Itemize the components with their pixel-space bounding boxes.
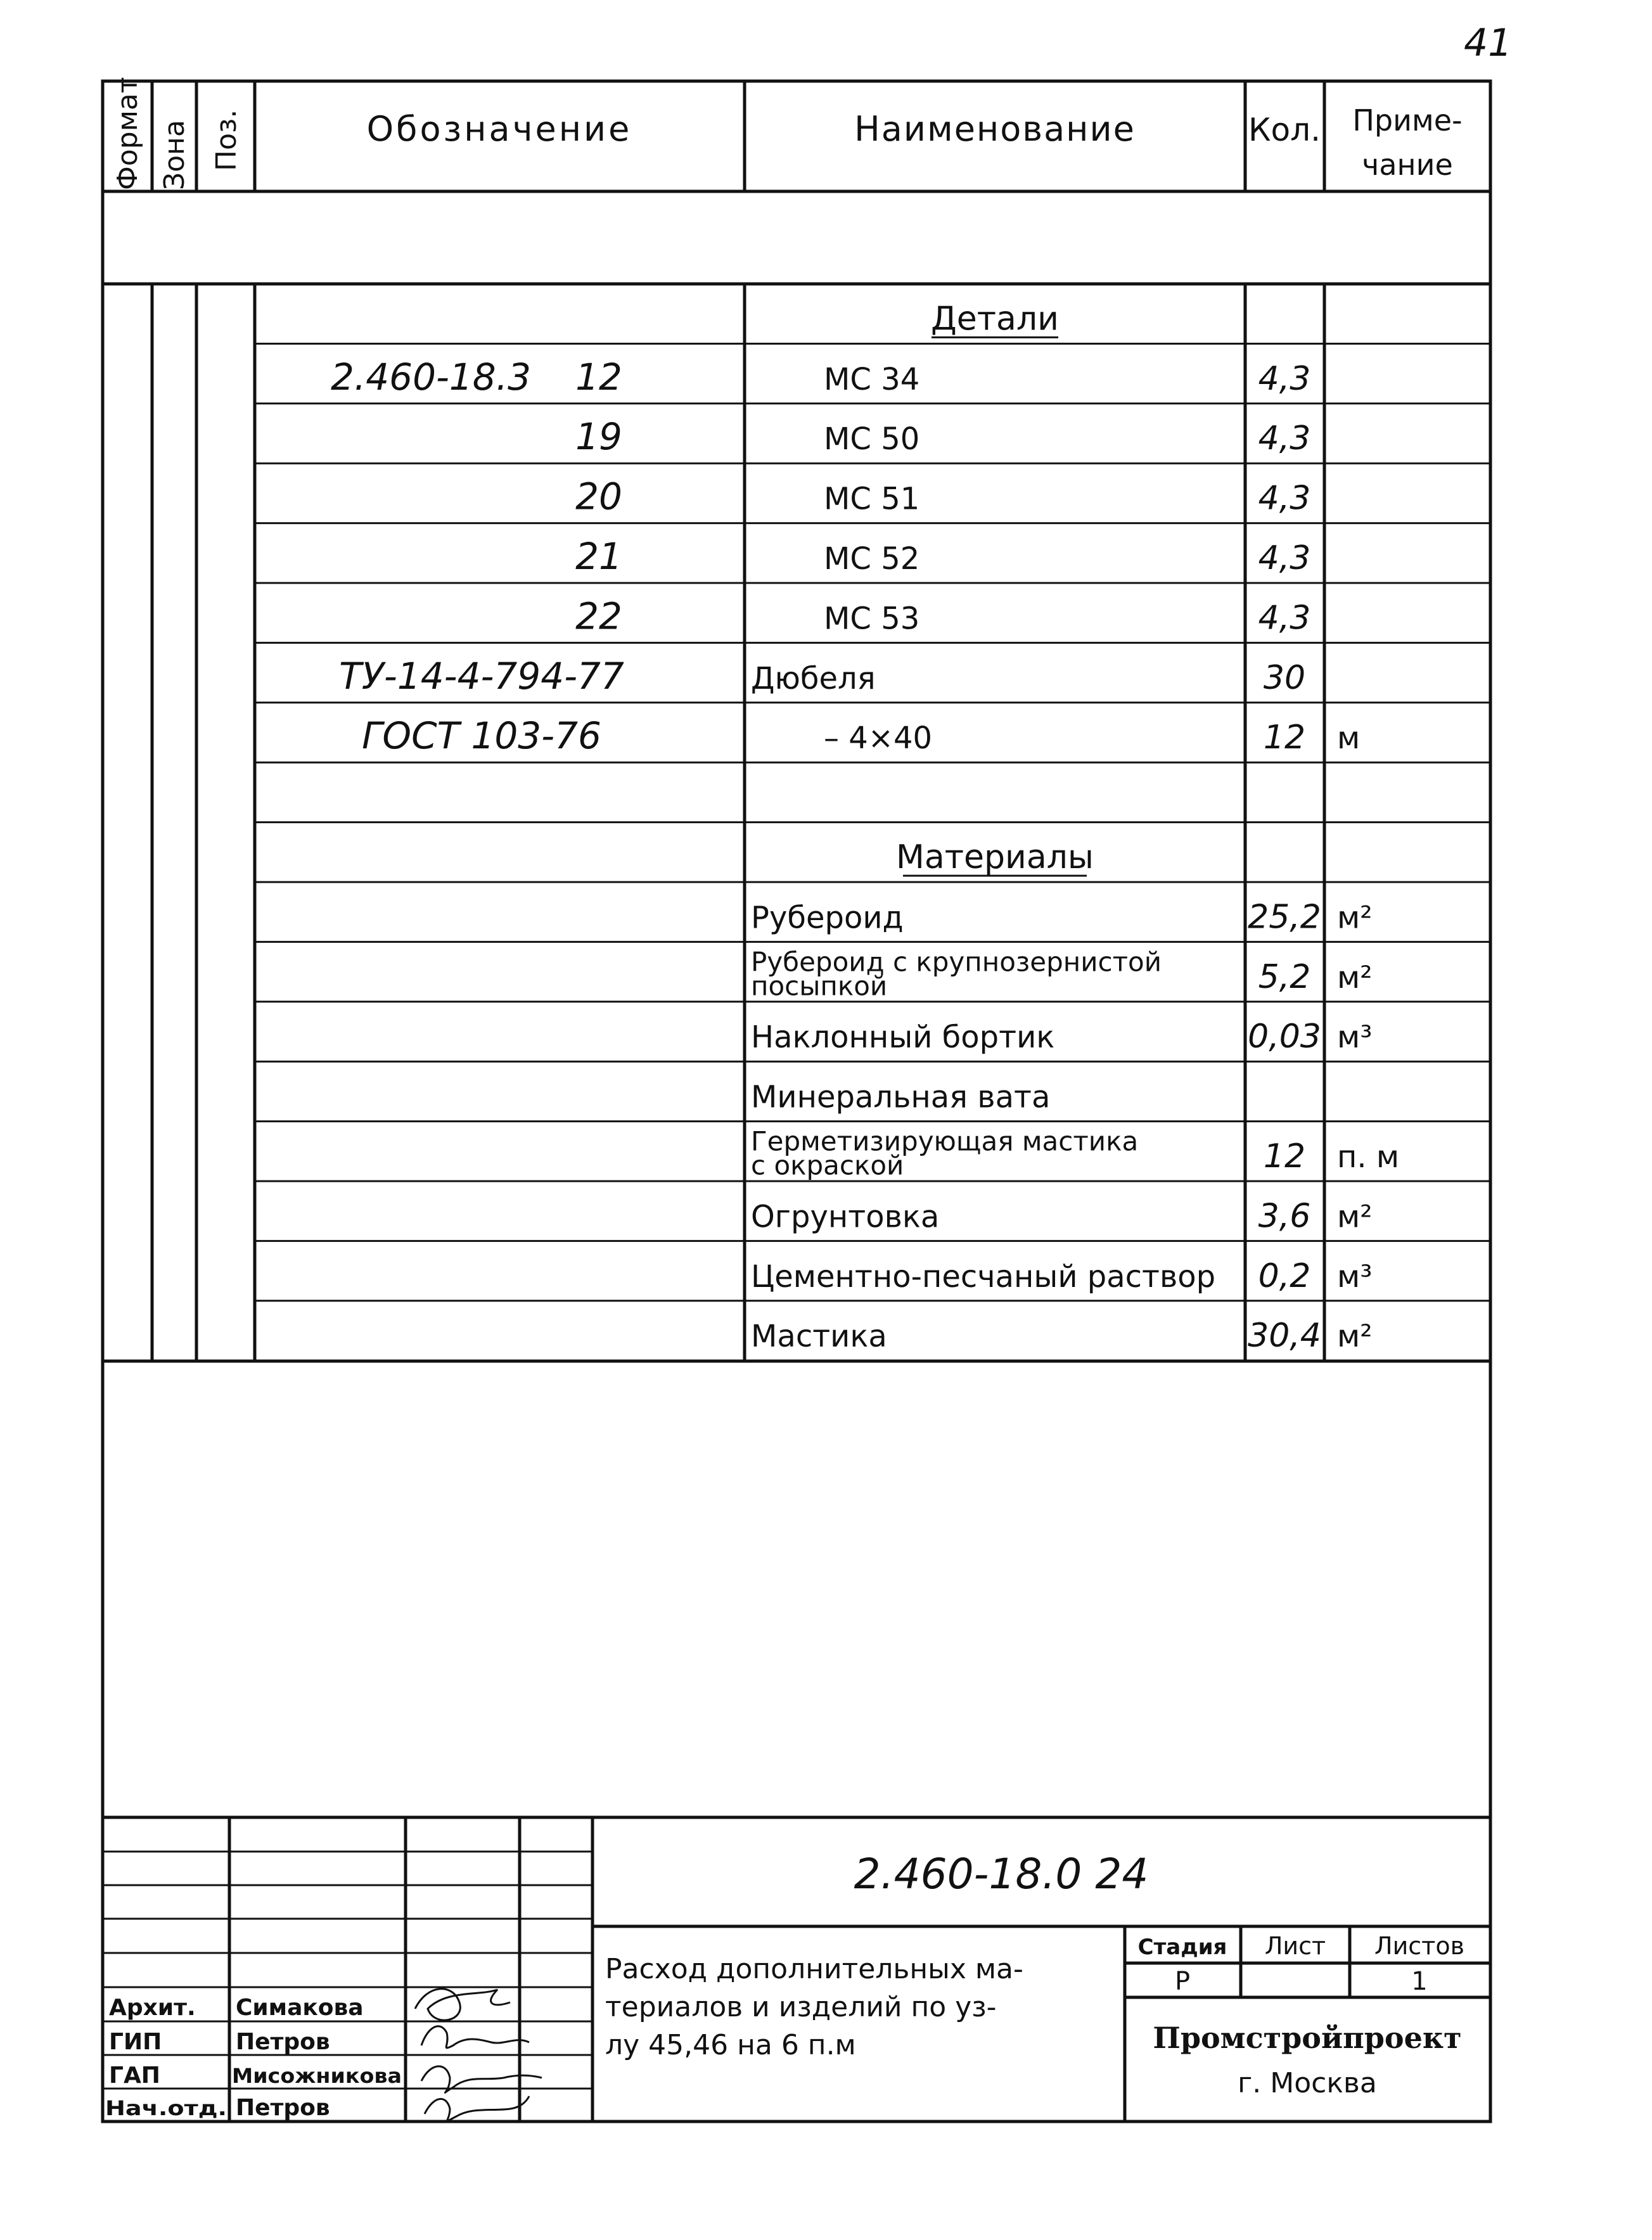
section-title: Детали bbox=[931, 300, 1059, 338]
row-name: Огрунтовка bbox=[751, 1199, 940, 1235]
row-name: Наклонный бортик bbox=[751, 1020, 1055, 1056]
title-block bbox=[103, 1817, 1490, 2122]
table-row bbox=[751, 1317, 1372, 1355]
row-name: МС 50 bbox=[824, 421, 920, 458]
row-note: м² bbox=[1337, 900, 1373, 936]
table-row bbox=[255, 898, 1490, 942]
row-name: Цементно-песчаный раствор bbox=[751, 1258, 1216, 1295]
row-name: – 4×40 bbox=[824, 720, 933, 757]
signature-4 bbox=[425, 2096, 529, 2121]
page-number: 41 bbox=[1464, 21, 1513, 65]
table-row bbox=[255, 1018, 1490, 1061]
signature-1 bbox=[415, 1989, 510, 2020]
row-qty: 5,2 bbox=[1258, 957, 1311, 996]
row-qty: 25,2 bbox=[1248, 898, 1321, 937]
row-position: 20 bbox=[575, 475, 622, 518]
title-line-2: териалов и изделий по уз- bbox=[605, 1991, 997, 2023]
stage-value: Р bbox=[1174, 1967, 1191, 1996]
row-qty: 4,3 bbox=[1258, 419, 1311, 458]
doc-number: 2.460-18.0 24 bbox=[854, 1850, 1149, 1898]
row-designation: 2.460-18.3 bbox=[330, 355, 532, 399]
row-note: м³ bbox=[1337, 1258, 1373, 1295]
header-designation: Обозначение bbox=[366, 109, 632, 149]
signer-name-3: Мисожникова bbox=[232, 2064, 402, 2088]
signer-name-2: Петров bbox=[236, 2029, 330, 2055]
row-designation: ТУ-14-4-794-77 bbox=[339, 654, 624, 698]
row-qty: 30 bbox=[1263, 658, 1306, 697]
row-qty: 12 bbox=[1263, 1137, 1306, 1175]
row-name: Герметизирующая мастика bbox=[751, 1125, 1139, 1157]
row-name: Рубероид bbox=[751, 900, 904, 936]
row-note: м² bbox=[1337, 959, 1373, 995]
row-qty: 4,3 bbox=[1258, 359, 1311, 398]
row-name: Рубероид с крупнозернистой bbox=[751, 946, 1162, 978]
table-row bbox=[255, 946, 1490, 1001]
header-name: Наименование bbox=[854, 109, 1136, 149]
header-note-1: Приме- bbox=[1352, 103, 1463, 138]
organization: Промстройпроект bbox=[1153, 2021, 1462, 2055]
table-row bbox=[255, 355, 1490, 404]
stage-label: Стадия bbox=[1137, 1935, 1227, 1960]
row-qty: 12 bbox=[1263, 719, 1306, 757]
section-title: Материалы bbox=[896, 838, 1094, 876]
title-line-1: Расход дополнительных ма- bbox=[605, 1953, 1023, 1985]
row-note: м² bbox=[1337, 1199, 1373, 1235]
row-qty: 4,3 bbox=[1258, 479, 1311, 518]
signer-role-3: ГАП bbox=[109, 2063, 160, 2089]
row-qty: 0,2 bbox=[1258, 1257, 1311, 1295]
row-designation: ГОСТ 103-76 bbox=[362, 714, 601, 758]
row-position: 19 bbox=[575, 415, 622, 459]
row-name-line2: посыпкой bbox=[751, 970, 888, 1002]
row-name: Дюбеля bbox=[751, 660, 876, 696]
table-row bbox=[255, 535, 1490, 583]
row-qty: 4,3 bbox=[1258, 539, 1311, 577]
row-qty: 3,6 bbox=[1258, 1197, 1311, 1236]
table-row bbox=[255, 300, 1490, 343]
header-qty: Кол. bbox=[1248, 112, 1321, 148]
row-qty: 4,3 bbox=[1258, 599, 1311, 637]
signer-role-4: Нач.отд. bbox=[105, 2096, 227, 2120]
sheet-label: Лист bbox=[1264, 1932, 1326, 1960]
header-zone: Зона bbox=[158, 120, 191, 190]
table-row bbox=[255, 1257, 1490, 1301]
header-note-2: чание bbox=[1362, 148, 1453, 182]
table-row bbox=[255, 415, 1490, 463]
row-name: МС 52 bbox=[824, 541, 920, 577]
table-row bbox=[255, 1080, 1490, 1122]
table-row bbox=[255, 594, 1490, 643]
row-name-line2: с окраской bbox=[751, 1149, 904, 1181]
sheets-label: Листов bbox=[1374, 1932, 1464, 1960]
table-row bbox=[255, 838, 1490, 882]
city: г. Москва bbox=[1238, 2067, 1377, 2099]
row-note: м³ bbox=[1337, 1020, 1373, 1056]
row-position: 12 bbox=[575, 355, 622, 399]
row-qty: 0,03 bbox=[1248, 1018, 1321, 1056]
row-name: МС 51 bbox=[824, 481, 920, 517]
header-pos: Поз. bbox=[210, 109, 243, 171]
signature-2 bbox=[421, 2026, 529, 2048]
spec-rows bbox=[255, 300, 1490, 1355]
table-row bbox=[255, 655, 1490, 703]
signer-role-1: Архит. bbox=[109, 1995, 196, 2021]
row-name: МС 34 bbox=[824, 361, 920, 397]
row-note: п. м bbox=[1337, 1139, 1400, 1175]
signer-name-4: Петров bbox=[236, 2095, 330, 2121]
signer-name-1: Симакова bbox=[236, 1995, 364, 2021]
table-row bbox=[255, 714, 1490, 762]
row-note: м² bbox=[1337, 1319, 1373, 1355]
table-row bbox=[255, 1197, 1490, 1241]
title-line-3: лу 45,46 на 6 п.м bbox=[605, 2029, 856, 2061]
table-row bbox=[255, 1126, 1490, 1181]
row-qty: 30,4 bbox=[1248, 1317, 1321, 1355]
row-name: МС 53 bbox=[824, 601, 920, 637]
row-note: м bbox=[1337, 720, 1361, 757]
signer-role-2: ГИП bbox=[109, 2029, 162, 2055]
row-position: 21 bbox=[575, 535, 622, 578]
header-format: Формат bbox=[112, 77, 144, 190]
row-name: Минеральная вата bbox=[751, 1079, 1051, 1115]
row-position: 22 bbox=[575, 594, 622, 638]
sheets-value: 1 bbox=[1411, 1967, 1428, 1996]
table-row bbox=[255, 475, 1490, 523]
row-name: Мастика bbox=[751, 1319, 887, 1355]
